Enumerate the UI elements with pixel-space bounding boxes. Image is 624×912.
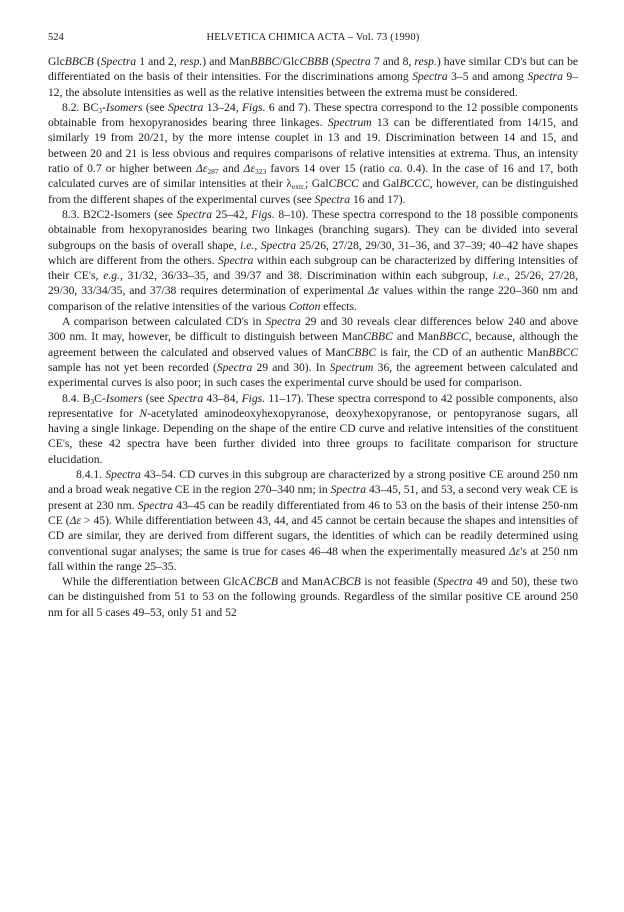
page-header: [48, 30, 578, 45]
paragraph-section-8-4: 8.4. $B_3C$-Isomers (see Spectra 43–84, Figs. 11–17). These spectra correspond to 42 possible components, also representative for N-acetylated aminodeoxyhexopyranose, deoxyhexopyranose, or pentopyranose sugars, all having a single linkage. Depending on the shape of the entire CD curve and relative intensities of the constituent CE's, these 42 spectra have been further divided into three groups to facilitate comparison for structure elucidation.: [48, 391, 578, 466]
paragraph-differentiation: While the differentiation between GlcACBCB and ManACBCB is not feasible (Spectra 49 and 50), these two can be distinguished from 51 to 53 on the following grounds. Regardless of the similar positive CE around 250 nm for all 5 cases 49–53, only 51 and 52: [48, 575, 578, 619]
paragraph-section-8-3: 8.3. B2C2-Isomers (see Spectra 25–42, Figs. 8–10). These spectra correspond to the 18 possible components obtainable from hexopyranosides bearing two linkages (branching sugars). They can be divided into several subgroups on the basis of overall shape, i.e., Spectra 25/26, 27/28, 29/30, 31–36, and 37–39; 40–42 have shapes which are different from the others. Spectra within each subgroup can be characterized by differing intensities of their CE's, e.g., 31/32, 36/33–35, and 39/37 and 38. Discrimination within each subgroup, i.e., 25/26, 27/28, 29/30, 33/34/35, and 37/38 requires determination of experimental Δε values within the range 220–360 nm and comparison of the relative intensities of the various Cotton effects.: [48, 207, 579, 313]
paragraph-1: GlcBBCB (Spectra 1 and 2, resp.) and ManBBBC/GlcCBBB (Spectra 7 and 8, resp.) have similar CD's but can be differentiated on the basis of their intensities. For the discriminations among Spectra 3–5 and among Spectra 9–12, the absolute intensities as well as the relative intensities between the extrema must be considered.: [48, 55, 579, 99]
paragraph-section-8-4-1: 8.4.1. Spectra 43–54. CD curves in this subgroup are characterized by a strong positive CE around 250 nm and a broad weak negative CE in the region 270–340 nm; in Spectra 43–45, 51, and 53, a second very weak CE is present at 230 nm. Spectra 43–45 can be readily differentiated from 46 to 53 on the basis of their intense 250-nm CE (Δε > 45). While differentiation between 43, 44, and 45 cannot be certain because the shapes and intensities of CD are similar, they are derived from different sugars, the identities of which can be readily determined using conventional sugar analyses; the same is true for cases 46–48 when the experimentally measured Δε's at 250 nm fall within the range 25–35.: [48, 468, 579, 573]
page-number: 524: [48, 32, 64, 43]
paragraph-section-8-2: 8.2. $BC_3$-Isomers (see Spectra 13–24, Figs. 6 and 7). These spectra correspond to the 12 possible components obtainable from hexopyranosides bearing three linkages. Spectrum 13 can be differentiated from 14/15, and similarly 19 from 20/21, by the more intense couplet in 13 and 19. Discrimination between 14 and 15, and between 20 and 21 is less obvious and requires comparisons of relative intensities at extrema. Thus, an intensity ratio of 0.7 or higher between $\Delta\varepsilon_{287}$ and $\Delta\varepsilon_{323}$ favors 14 over 15 (ratio ca. 0.4). In the case of 16 and 17, both calculated curves are of similar intensities at their $\lambda_{extr.}$; GalCBCC and GalBCCC, however, can be distinguished from the different shapes of the experimental curves (see Spectra 16 and 17).: [48, 100, 579, 206]
running-title: HELVETICA CHIMICA ACTA – Vol. 73 (1990): [206, 32, 420, 43]
paragraph-comparison: A comparison between calculated CD's in Spectra 29 and 30 reveals clear differences below 240 and above 300 nm. It may, however, be difficult to distinguish between ManCBBC and ManBBCC, because, although the agreement between the calculated and observed values of ManCBBC is fair, the CD of an authentic ManBBCC sample has not yet been recorded (Spectra 29 and 30). In Spectrum 36, the agreement between calculated and experimental curves is also poor; in such cases the experimental curve should be used for comparison.: [48, 315, 579, 390]
journal-page: [48, 30, 578, 620]
